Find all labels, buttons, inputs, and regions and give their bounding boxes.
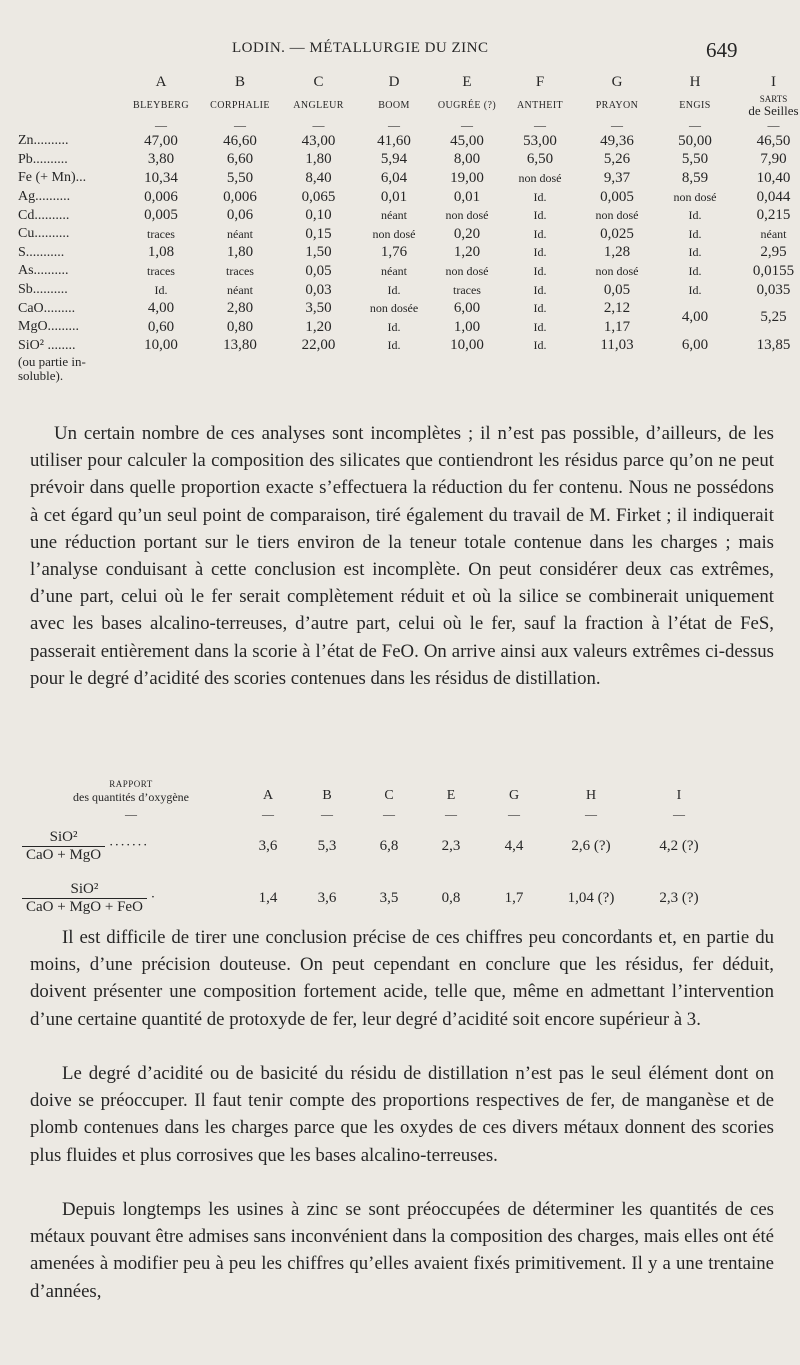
analysis-value: Id. <box>533 208 547 223</box>
analysis-value: néant <box>381 263 407 278</box>
analysis-value: 43,00 <box>301 132 336 149</box>
merged-cao-mgo-i: 5,25 <box>760 309 787 326</box>
fraction-numerator: SiO² <box>22 829 105 847</box>
dash: — <box>312 118 325 132</box>
analysis-value: non dosé <box>595 208 639 223</box>
ratio-value: 5,3 <box>317 837 337 854</box>
element-label: SiO² ........ <box>18 337 76 353</box>
analysis-value: 0,215 <box>756 207 791 224</box>
column-letter: I <box>676 788 682 803</box>
analysis-value: Id. <box>533 319 547 334</box>
analysis-value: néant <box>227 282 253 297</box>
ratio-value: 6,8 <box>379 837 399 854</box>
analysis-value: 6,00 <box>681 337 709 354</box>
analysis-value: 9,37 <box>603 169 631 186</box>
ratio-dash-row <box>22 808 722 820</box>
sio2-footnote: (ou partie in-soluble). <box>18 354 86 384</box>
ratio-formula <box>22 872 240 924</box>
analysis-value: 2,80 <box>226 300 254 317</box>
column-letter: F <box>535 73 545 90</box>
analysis-value: non dosée <box>369 301 419 316</box>
page-number: 649 <box>706 38 738 62</box>
column-letter: A <box>262 788 274 803</box>
analysis-value: 1,20 <box>453 244 481 261</box>
ratio-value: 1,4 <box>258 889 278 906</box>
analysis-value: 4,00 <box>147 300 175 317</box>
column-letter: G <box>508 788 520 803</box>
analysis-value: 0,025 <box>600 225 634 242</box>
analysis-value: 46,60 <box>223 132 257 149</box>
analysis-value: 0,065 <box>301 188 336 205</box>
analysis-value: 1,20 <box>305 318 332 335</box>
column-letter: D <box>388 73 400 90</box>
site-name: ANTHEIT <box>516 99 564 111</box>
ratio-value: 2,3 (?) <box>659 889 699 906</box>
analysis-value: 6,00 <box>453 300 481 317</box>
ratio-value: 3,6 <box>317 889 337 906</box>
merged-cao-mgo-h: 4,00 <box>681 309 709 326</box>
analysis-value: 8,00 <box>453 151 481 168</box>
analysis-value: 1,80 <box>226 244 254 261</box>
analysis-value: Id. <box>387 319 401 334</box>
analysis-value: 5,50 <box>226 169 254 186</box>
column-letter: I <box>771 73 776 90</box>
leader-dots: · <box>150 890 157 905</box>
ratio-row-without-feo <box>22 820 722 872</box>
column-letter: H <box>585 788 597 803</box>
analysis-value: 0,20 <box>453 225 481 242</box>
seilles-top: SARTS <box>759 94 788 104</box>
analysis-value: néant <box>381 208 407 223</box>
analysis-value: 1,28 <box>603 244 631 261</box>
analysis-value: 1,08 <box>147 244 175 261</box>
analysis-value: 7,90 <box>760 151 787 168</box>
analysis-value: 1,80 <box>305 151 332 168</box>
column-letter: C <box>313 73 324 90</box>
analysis-value: non dosé <box>673 189 717 204</box>
analysis-value: Id. <box>688 208 702 223</box>
analysis-value: 10,00 <box>450 337 484 354</box>
ratio-row-with-feo <box>22 872 722 924</box>
ratio-value: 4,4 <box>504 837 524 854</box>
element-label: Cd.......... <box>18 207 70 223</box>
analysis-value: 47,00 <box>144 132 178 149</box>
analysis-value: traces <box>147 263 175 278</box>
analysis-table <box>18 72 800 383</box>
analysis-value: Id. <box>154 282 168 297</box>
analysis-value: 5,26 <box>603 151 631 168</box>
dash: — <box>534 118 546 132</box>
site-name: ANGLEUR <box>293 99 344 111</box>
analysis-value: 0,05 <box>603 281 631 298</box>
element-label: Sb.......... <box>18 282 68 298</box>
analysis-value: 22,00 <box>301 337 336 354</box>
analysis-value: 10,00 <box>144 337 178 354</box>
analysis-value: 0,006 <box>223 188 257 205</box>
ratio-caption <box>22 764 240 808</box>
analysis-value: 41,60 <box>377 132 411 149</box>
analysis-value: 0,06 <box>226 207 254 224</box>
analysis-row <box>18 262 800 281</box>
analysis-value: traces <box>453 282 481 297</box>
analysis-value: 0,006 <box>144 188 178 205</box>
dash: — <box>383 807 395 821</box>
dash: — <box>611 118 623 132</box>
analysis-value: non dosé <box>372 226 416 241</box>
analysis-value: non dosé <box>518 170 562 185</box>
analysis-value: 11,03 <box>600 337 634 354</box>
analysis-value: 0,044 <box>756 188 791 205</box>
analysis-value: Id. <box>688 263 702 278</box>
element-label: Fe (+ Mn)... <box>18 170 87 186</box>
dash: — <box>585 807 597 821</box>
analysis-value: 0,0155 <box>752 262 795 279</box>
analysis-value: 3,80 <box>147 151 175 168</box>
ratio-value: 3,5 <box>379 889 399 906</box>
site-name: ENGIS <box>679 99 711 111</box>
site-name: OUGRÉE (?) <box>437 99 497 111</box>
dash: — <box>445 807 457 821</box>
analysis-value: 19,00 <box>450 169 484 186</box>
analysis-value: traces <box>226 263 254 278</box>
paragraph-3: Le degré d’acidité ou de basicité du résidu de distillation n’est pas le seul élément dont on doive se préoccuper. Il faut tenir compte des proportions respectives de fer, de manganèse et de plomb contenues dans les charges parce que les oxydes de ces divers métaux donnent des scories plus fluides et plus corrosives que les bases alcalino-terreuses. <box>30 1063 774 1166</box>
element-label: S........... <box>18 244 65 260</box>
analysis-value: non dosé <box>595 263 639 278</box>
analysis-value: 1,50 <box>305 244 332 261</box>
analysis-value: 1,17 <box>603 318 631 335</box>
analysis-value: 5,50 <box>681 151 709 168</box>
analysis-row <box>18 169 800 188</box>
dash: — <box>321 807 333 821</box>
column-letter: H <box>689 73 701 90</box>
ratio-value: 1,7 <box>504 889 524 906</box>
element-label: As.......... <box>18 263 69 279</box>
analysis-table-body <box>18 132 800 383</box>
analysis-value: 13,85 <box>756 337 791 354</box>
ratio-caption-top: RAPPORT <box>109 779 153 789</box>
dash: — <box>234 118 246 132</box>
analysis-value: 6,04 <box>380 169 408 186</box>
column-letter: A <box>155 73 167 90</box>
ratio-formula <box>22 820 240 872</box>
analysis-value: 46,50 <box>756 132 791 149</box>
analysis-value: 1,00 <box>453 318 481 335</box>
column-letter: G <box>611 73 623 90</box>
analysis-value: 45,00 <box>450 132 484 149</box>
element-label: CaO......... <box>18 300 76 316</box>
analysis-value: Id. <box>533 189 547 204</box>
analysis-value: Id. <box>533 301 547 316</box>
analysis-value: néant <box>227 226 253 241</box>
element-label: Ag.......... <box>18 189 71 205</box>
dash: — <box>689 118 701 132</box>
paragraph-2: Il est difficile de tirer une conclusion précise de ces chiffres peu concordants et, en partie du moins, d’une précision douteuse. On peut cependant en conclure que les résidus, fer déduit, doivent présenter une composition fortement acide, telle que, même en admettant l’intervention d’une certaine quantité de protoxyde de fer, leur degré d’acidité soit encore supérieur à 3. <box>30 927 774 1030</box>
analysis-value: 0,80 <box>226 318 254 335</box>
element-label: Zn.......... <box>18 133 69 149</box>
dash: — <box>508 807 520 821</box>
analysis-value: 0,60 <box>147 318 175 335</box>
ratio-value: 4,2 (?) <box>659 837 699 854</box>
analysis-row <box>18 244 800 263</box>
dash: — <box>673 807 685 821</box>
fraction <box>22 829 105 864</box>
running-head <box>0 40 800 70</box>
dash-row <box>18 118 800 132</box>
analysis-value: 3,50 <box>305 300 332 317</box>
column-letter: E <box>446 788 456 803</box>
analysis-row <box>18 151 800 170</box>
column-letter: B <box>234 73 245 90</box>
analysis-value: 0,10 <box>305 207 332 224</box>
dash: — <box>388 118 400 132</box>
analysis-value: 53,00 <box>523 132 557 149</box>
seilles-bottom: de Seilles <box>748 103 799 118</box>
analysis-value: Id. <box>688 226 702 241</box>
analysis-row <box>18 225 800 244</box>
oxygen-ratio-table <box>22 764 722 924</box>
running-title: LODIN. — MÉTALLURGIE DU ZINC <box>232 40 489 56</box>
analysis-value: Id. <box>533 226 547 241</box>
column-letter: E <box>462 73 472 90</box>
analysis-value: Id. <box>688 282 702 297</box>
leader-dots: ······· <box>108 838 149 853</box>
ratio-value: 3,6 <box>258 837 278 854</box>
dash: — <box>155 118 167 132</box>
paragraph-4: Depuis longtemps les usines à zinc se sont préoccupées de déterminer les quantités de ces métaux pouvant être admises sans inconvénient dans la composition des charges, mais elles ont été amenées à modifier peu à peu les chiffres qu’elles avaient fixés primitivement. Il y a une trentaine d’années, <box>30 1199 774 1302</box>
ratio-value: 2,6 (?) <box>571 837 611 854</box>
paragraph-1: Un certain nombre de ces analyses sont incomplètes ; il n’est pas possible, d’ailleurs, de les utiliser pour calculer la composition des silicates que contiendront les résidus parce qu’on ne peut prévoir dans quelle proportion exacte s’effectuera la réduction du fer contenu. Nous ne possédons à cet égard qu’un seul point de comparaison, tiré également du travail de M. Firket ; il indiquerait une réduction portant sur le tiers environ de la teneur totale contenue dans les charges ; mais l’analyse conduisant à cette conclusion est incomplète. On peut considérer deux cas extrêmes, d’une part, celui où le fer serait complètement réduit et où la silice se combinerait uniquement avec les bases alcalino-terreuses, d’autre part, celui où le fer, sauf la fraction à l’état de FeS, passerait entièrement dans la scorie à l’état de FeO. On arrive ainsi aux valeurs extrêmes ci-dessus pour le degré d’acidité des scories contenues dans les résidus de distillation. <box>30 423 774 689</box>
ratio-value: 2,3 <box>441 837 461 854</box>
analysis-value: 0,05 <box>305 262 332 279</box>
analysis-row <box>18 337 800 356</box>
analysis-value: traces <box>147 226 175 241</box>
analysis-value: 2,95 <box>760 244 787 261</box>
site-names-row <box>18 92 800 118</box>
analysis-row <box>18 281 800 300</box>
analysis-value: 0,005 <box>600 188 634 205</box>
dash: — <box>125 807 137 821</box>
analysis-value: néant <box>760 226 787 241</box>
analysis-value: 8,40 <box>305 169 332 186</box>
dash: — <box>262 807 274 821</box>
analysis-value: 50,00 <box>678 132 712 149</box>
fraction-numerator: SiO² <box>22 881 147 899</box>
analysis-value: 2,12 <box>603 300 631 317</box>
analysis-value: 6,60 <box>226 151 254 168</box>
site-name-seilles <box>734 92 800 118</box>
fraction-denominator: CaO + MgO <box>26 846 102 863</box>
ratio-value: 0,8 <box>441 889 461 906</box>
site-name: PRAYON <box>595 99 639 111</box>
column-letter: B <box>322 788 332 803</box>
analysis-value: Id. <box>533 245 547 260</box>
analysis-value: 6,50 <box>526 151 554 168</box>
site-name: CORPHALIE <box>210 99 270 111</box>
analysis-value: non dosé <box>445 263 489 278</box>
analysis-value: 0,01 <box>380 188 408 205</box>
dash: — <box>767 118 780 132</box>
analysis-value: Id. <box>387 282 401 297</box>
fraction-denominator: CaO + MgO + FeO <box>26 898 143 915</box>
analysis-row <box>18 299 800 318</box>
ratio-value: 1,04 (?) <box>567 889 615 906</box>
analysis-value: 0,15 <box>305 225 332 242</box>
analysis-value: 8,59 <box>681 169 709 186</box>
ratio-header-row <box>22 764 722 808</box>
element-label: MgO......... <box>18 319 80 335</box>
site-name: BLEYBERG <box>133 99 189 111</box>
analysis-value: Id. <box>533 263 547 278</box>
analysis-value: Id. <box>533 282 547 297</box>
analysis-value: 1,76 <box>380 244 408 261</box>
column-letters-row <box>18 72 800 92</box>
ratio-caption-bottom: des quantités d’oxygène <box>73 790 189 804</box>
dash: — <box>461 118 473 132</box>
analysis-value: 0,03 <box>305 281 332 298</box>
analysis-value: 0,035 <box>756 281 791 298</box>
element-label: Pb.......... <box>18 151 68 167</box>
analysis-value: 10,40 <box>756 169 791 186</box>
analysis-row <box>18 132 800 151</box>
analysis-value: Id. <box>533 338 547 353</box>
analysis-value: Id. <box>387 338 401 353</box>
analysis-row <box>18 188 800 207</box>
analysis-value: 10,34 <box>144 169 178 186</box>
analysis-value: 13,80 <box>223 337 257 354</box>
footnote-row <box>18 355 800 383</box>
element-label: Cu.......... <box>18 226 70 242</box>
analysis-value: 49,36 <box>600 132 634 149</box>
analysis-value: 0,005 <box>144 207 178 224</box>
site-name: BOOM <box>378 99 410 111</box>
analysis-row <box>18 206 800 225</box>
analysis-value: Id. <box>688 245 702 260</box>
analysis-value: 5,94 <box>380 151 408 168</box>
fraction <box>22 881 147 916</box>
analysis-value: 0,01 <box>453 188 481 205</box>
analysis-value: non dosé <box>445 208 489 223</box>
column-letter: C <box>384 788 394 803</box>
